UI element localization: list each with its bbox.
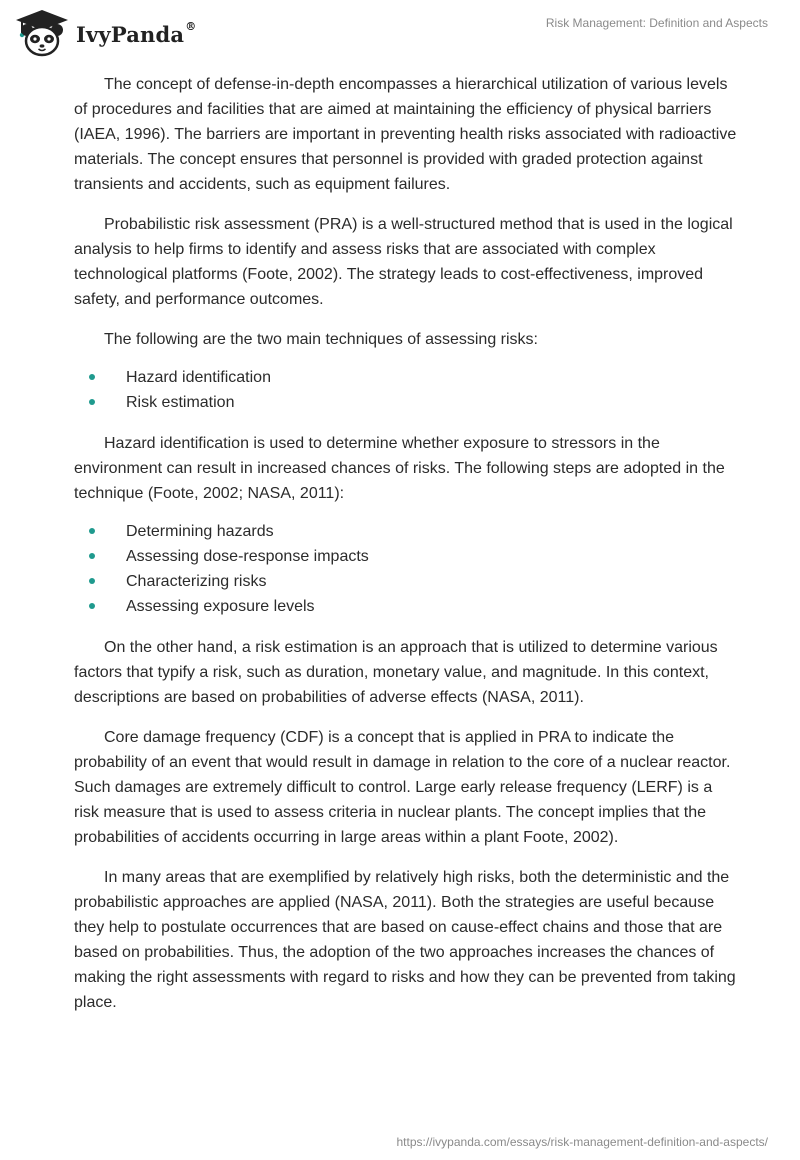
paragraph-hazard-identification: Hazard identification is used to determine whether exposure to stressors in the environment can result in increased chances of risks. The following steps are adopted in the technique (Foote, 2002; NASA, 2011):	[74, 435, 725, 502]
list-item: Assessing dose-response impacts	[74, 544, 738, 569]
bullet-icon	[89, 603, 95, 609]
list-item: Risk estimation	[74, 390, 738, 415]
document-title: Risk Management: Definition and Aspects	[545, 16, 768, 30]
paragraph-techniques-intro: The following are the two main techniques of assessing risks:	[104, 331, 538, 348]
paragraph-risk-estimation: On the other hand, a risk estimation is an approach that is utilized to determine various factors that typify a risk, such as duration, monetary value, and magnitude. In this context, descriptions are based on probabilities of adverse effects (NASA, 2011).	[74, 639, 718, 706]
bullet-icon	[89, 374, 95, 380]
bullet-icon	[89, 528, 95, 534]
list-item: Characterizing risks	[74, 569, 738, 594]
list-item: Determining hazards	[74, 519, 738, 544]
list-item: Hazard identification	[74, 365, 738, 390]
bullet-icon	[89, 578, 95, 584]
brand-name: IvyPanda®	[76, 19, 197, 47]
bullet-icon	[89, 399, 95, 405]
essay-body	[74, 72, 738, 1030]
bullet-icon	[89, 553, 95, 559]
paragraph-pra: Probabilistic risk assessment (PRA) is a well-structured method that is used in the logical analysis to help firms to identify and assess risks that are associated with complex technological platforms (Foote, 2002). The strategy leads to cost-effectiveness, improved safety, and performance outcomes.	[74, 216, 733, 308]
brand-logo[interactable]	[14, 8, 196, 60]
page-header	[0, 0, 800, 70]
paragraph-approaches: In many areas that are exemplified by relatively high risks, both the deterministic and the probabilistic approaches are applied (NASA, 2011). Both the strategies are useful because they help to postulate occurrences that are based on cause-effect chains and those that are based on probabilities. Thus, the adoption of the two approaches increases the chances of making the right assessments with regard to risks and how they can be prevented from taking place.	[74, 869, 736, 1011]
source-url-link[interactable]: https://ivypanda.com/essays/risk-management-definition-and-aspects/	[396, 1135, 768, 1149]
panda-graduate-icon	[14, 8, 70, 60]
paragraph-defense-in-depth: The concept of defense-in-depth encompasses a hierarchical utilization of various levels of procedures and facilities that are aimed at maintaining the efficiency of physical barriers (IAEA, 1996). The barriers are important in preventing health risks associated with radioactive materials. The concept ensures that personnel is provided with graded protection against transients and accidents, such as equipment failures.	[74, 76, 737, 193]
paragraph-cdf-lerf: Core damage frequency (CDF) is a concept that is applied in PRA to indicate the probability of an event that would result in damage in relation to the core of a nuclear reactor. Such damages are extremely difficult to control. Large early release frequency (LERF) is a risk measure that is used to assess criteria in nuclear plants. The concept implies that the probabilities of accidents occurring in large areas within a plant Foote, 2002).	[74, 729, 731, 846]
list-item: Assessing exposure levels	[74, 594, 738, 619]
steps-list	[74, 519, 738, 619]
techniques-list	[74, 365, 738, 415]
